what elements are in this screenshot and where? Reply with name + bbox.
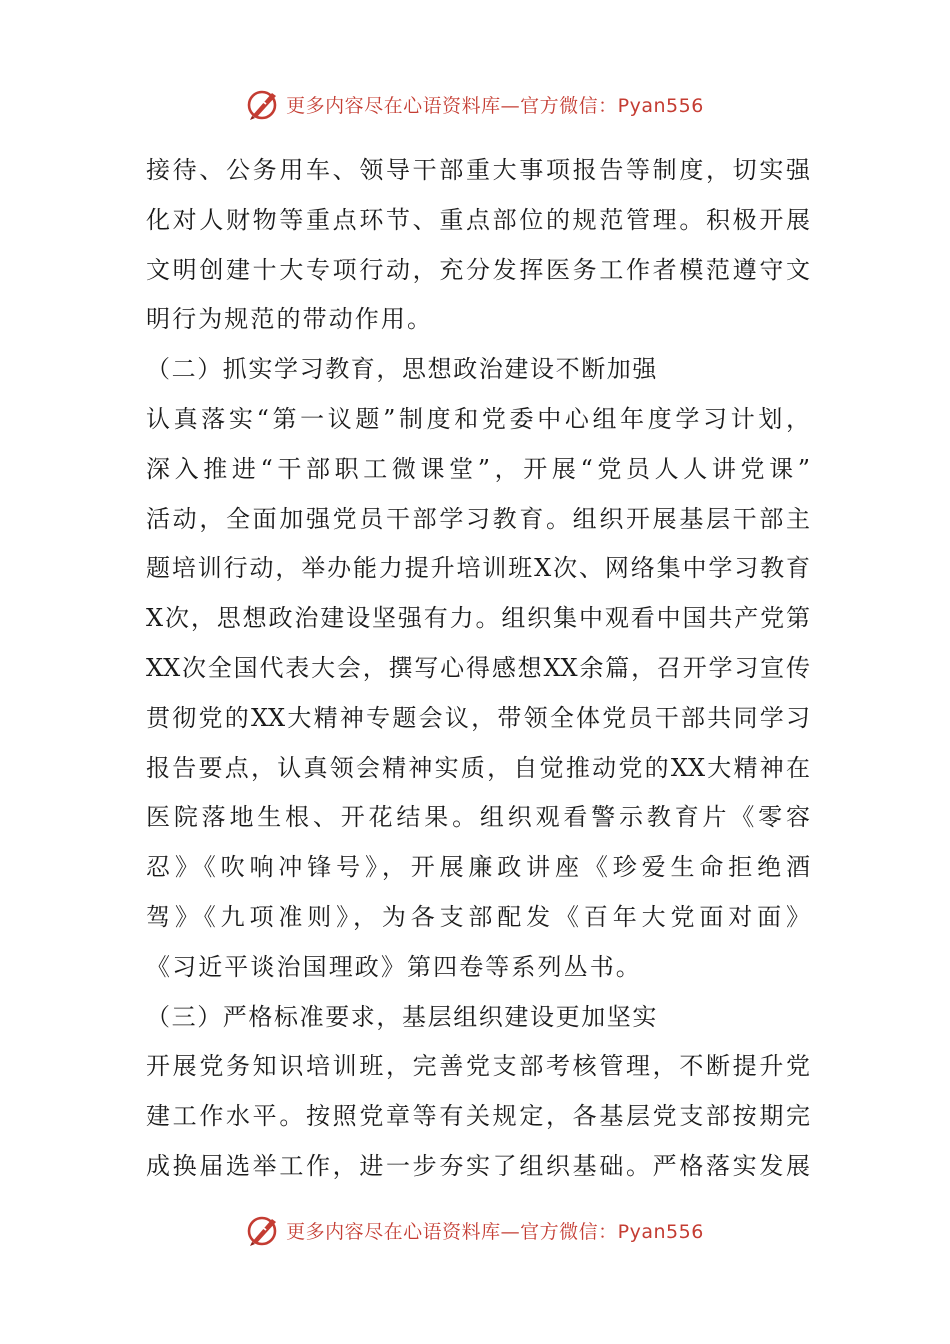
section-heading-3: （三）严格标准要求，基层组织建设更加坚实 [146, 1002, 658, 1031]
body-line: 贯彻党的XX大精神专题会议，带领全体党员干部共同学习 [146, 703, 810, 732]
header-banner [0, 84, 950, 124]
document-body [146, 146, 810, 1192]
header-banner-text: 更多内容尽在心语资料库—官方微信：Pyan556 [286, 94, 704, 117]
footer-banner-text: 更多内容尽在心语资料库—官方微信：Pyan556 [286, 1220, 704, 1243]
body-line: 化对人财物等重点环节、重点部位的规范管理。积极开展 [146, 205, 810, 234]
body-line: 《习近平谈治国理政》第四卷等系列丛书。 [146, 952, 642, 981]
header-wechat-id: Pyan556 [617, 94, 704, 117]
body-line: 认真落实“第一议题”制度和党委中心组年度学习计划， [146, 404, 810, 433]
body-line: 开展党务知识培训班，完善党支部考核管理，不断提升党 [146, 1052, 810, 1081]
body-line: 明行为规范的带动作用。 [146, 305, 434, 334]
body-line: X次，思想政治建设坚强有力。组织集中观看中国共产党第 [146, 604, 810, 633]
pen-logo-icon [246, 87, 280, 121]
footer-wechat-id: Pyan556 [617, 1220, 704, 1243]
body-line: 活动，全面加强党员干部学习教育。组织开展基层干部主 [146, 504, 810, 533]
body-line: 题培训行动，举办能力提升培训班X次、网络集中学习教育 [146, 554, 810, 583]
footer-banner [0, 1210, 950, 1250]
body-line: 驾》《九项准则》，为各支部配发《百年大党面对面》 [146, 902, 810, 931]
section-heading-2: （二）抓实学习教育，思想政治建设不断加强 [146, 355, 658, 384]
body-line: 报告要点，认真领会精神实质，自觉推动党的XX大精神在 [146, 753, 810, 782]
body-line: 忍》《吹响冲锋号》，开展廉政讲座《珍爱生命拒绝酒 [146, 853, 810, 882]
body-line: XX次全国代表大会，撰写心得感想XX余篇，召开学习宣传 [146, 653, 810, 682]
body-line: 深入推进“干部职工微课堂”，开展“党员人人讲党课” [146, 454, 810, 483]
body-line: 建工作水平。按照党章等有关规定，各基层党支部按期完 [146, 1102, 810, 1131]
body-line: 接待、公务用车、领导干部重大事项报告等制度，切实强 [146, 156, 810, 184]
body-line: 文明创建十大专项行动，充分发挥医务工作者模范遵守文 [146, 255, 810, 284]
pen-logo-icon [246, 1213, 280, 1247]
body-line: 成换届选举工作，进一步夯实了组织基础。严格落实发展 [146, 1151, 810, 1180]
body-line: 医院落地生根、开花结果。组织观看警示教育片《零容 [146, 803, 810, 832]
